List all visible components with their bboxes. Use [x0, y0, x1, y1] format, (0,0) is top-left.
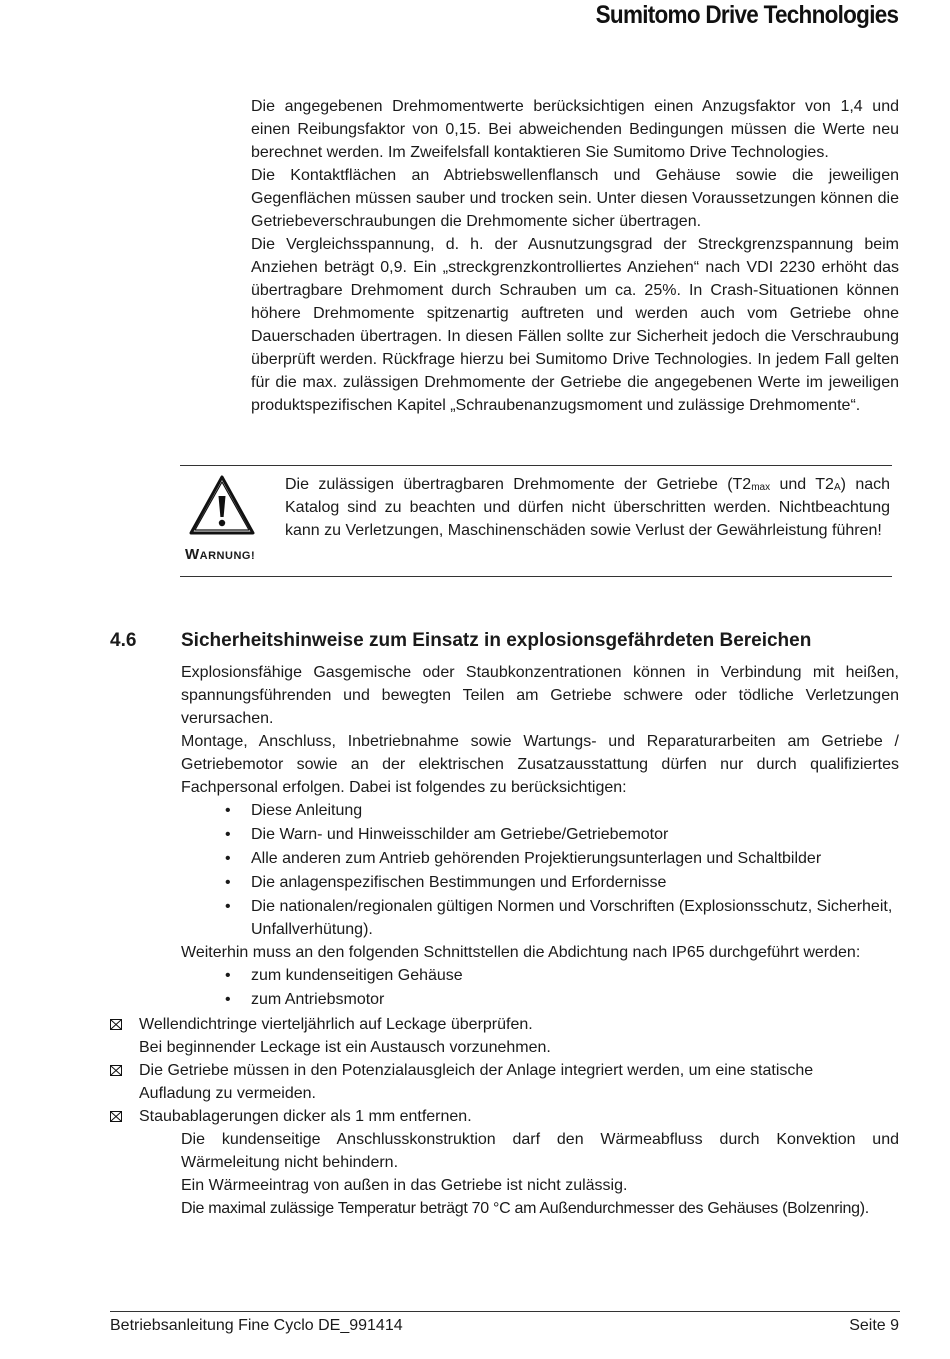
- list-item: • Alle anderen zum Antrieb gehörenden Projektierungsunterlagen und Schaltbilder: [181, 847, 899, 871]
- subscript-a: A: [833, 482, 841, 493]
- paragraph-tightening-factors: Die angegebenen Drehmomentwerte berücksichtigen einen Anzugsfaktor von 1,4 und einen Reibungsfaktor von 0,15. Bei abweichenden Bedingungen müssen die Werte neu berechnet werden. Im Zweifelsfall kontaktieren Sie Sumitomo Drive Technologies.: [251, 98, 899, 161]
- heat-notes: [181, 1128, 899, 1220]
- section-number: 4.6: [110, 630, 137, 651]
- considerations-list: [181, 799, 899, 941]
- company-logo: Sumitomo Drive Technologies: [595, 1, 898, 29]
- paragraph-equivalent-stress: Die Vergleichsspannung, d. h. der Ausnutzungsgrad der Streckgrenzspannung beim Anziehen beträgt 0,9. Ein „streckgrenzkontrolliertes Anziehen“ nach VDI 2230 erhöht das übertragbare Drehmoment durch Schrauben um ca. 25%. In Crash-Situationen können höhere Drehmomente spitzenartig auftreten und werden auch vom Getriebe ohne Dauerschaden übertragen. In diesen Fällen sollte zur Sicherheit jedoch die Verschraubung überprüft werden. Rückfrage hierzu bei Sumitomo Drive Technologies. In jedem Fall gelten für die max. zulässigen Drehmomente der Getriebe die angegebenen Werte im jeweiligen produktspezifischen Kapitel „Schraubenanzugsmoment und zulässige Drehmomente“.: [251, 236, 899, 414]
- paragraph-heat-dissipation: Die kundenseitige Anschlusskonstruktion darf den Wärmeabfluss durch Konvektion und Wärmeleitung nicht behindern.: [181, 1131, 899, 1171]
- paragraph-external-heat: Ein Wärmeeintrag von außen in das Getriebe ist nicht zulässig.: [181, 1177, 628, 1194]
- check-item-text: Die Getriebe müssen in den Potenzialausgleich der Anlage integriert werden, um eine statische Aufladung zu vermeiden.: [139, 1062, 814, 1102]
- list-item: • Diese Anleitung: [181, 799, 899, 823]
- list-item: • zum kundenseitigen Gehäuse: [181, 964, 899, 988]
- paragraph-contact-surfaces: Die Kontaktflächen an Abtriebswellenflansch und Gehäuse sowie die jeweiligen Gegenflächen müssen sauber und trocken sein. Unter diesen Voraussetzungen können die Getriebeverschraubungen die Drehmomente sicher übertragen.: [251, 167, 899, 230]
- list-item: • Die anlagenspezifischen Bestimmungen und Erfordernisse: [181, 871, 899, 895]
- warning-text: Die zulässigen übertragbaren Drehmomente der Getriebe ($T2_{max}$ und $T2_A$) nach Katalog sind zu beachten und dürfen nicht überschritten werden. Nichtbeachtung kann zu Verletzungen, Maschinenschäden sowie Verlust der Gewährleistung führen!: [285, 476, 891, 539]
- paragraph-explosive-mixtures: Explosionsfähige Gasgemische oder Staubkonzentrationen können in Verbindung mit heißen, spannungsführenden und bewegten Teilen am Getriebe schwere oder tödliche Verletzungen verursachen.: [181, 664, 899, 727]
- section-body: [181, 661, 899, 1012]
- paragraph-ip65-sealing: Weiterhin muss an den folgenden Schnittstellen die Abdichtung nach IP65 durchgeführt werden:: [181, 944, 861, 961]
- checkbox-x-icon: [110, 1111, 122, 1122]
- footer-page-number: Seite 9: [849, 1317, 899, 1334]
- check-item-text: Staubablagerungen dicker als 1 mm entfernen.: [139, 1108, 472, 1125]
- paragraph-max-temperature: Die maximal zulässige Temperatur beträgt 70 °C am Außendurchmesser des Gehäuses (Bolzenring).: [181, 1200, 869, 1217]
- paragraph-qualified-personnel: Montage, Anschluss, Inbetriebnahme sowie Wartungs- und Reparaturarbeiten am Getriebe / Getriebemotor sowie an der elektrischen Zusatzausstattung dürfen nur durch qualifiziertes Fachpersonal erfolgen. Dabei ist folgendes zu berücksichtigen:: [181, 733, 899, 796]
- footer-document-title: Betriebsanleitung Fine Cyclo DE_991414: [110, 1317, 403, 1334]
- warning-triangle-icon: [188, 474, 256, 536]
- section-title: Sicherheitshinweise zum Einsatz in explosionsgefährdeten Bereichen: [181, 630, 812, 651]
- warning-top-rule: [180, 465, 892, 466]
- warning-label: WARNUNG!: [185, 546, 256, 563]
- checkbox-x-icon: [110, 1065, 122, 1076]
- list-item: • Die nationalen/regionalen gültigen Normen und Vorschriften (Explosionsschutz, Sicherheit, Unfallverhütung).: [181, 895, 899, 941]
- list-item: • zum Antriebsmotor: [181, 988, 899, 1012]
- footer-rule: [110, 1311, 900, 1312]
- check-item-text: Wellendichtringe vierteljährlich auf Leckage überprüfen. Bei beginnender Leckage ist ein Austausch vorzunehmen.: [139, 1016, 551, 1056]
- checkbox-x-icon: [110, 1019, 122, 1030]
- intro-text: [251, 95, 899, 417]
- warning-bottom-rule: [180, 576, 892, 577]
- subscript-max: max: [751, 482, 771, 493]
- interfaces-list: [181, 964, 899, 1012]
- list-item: • Die Warn- und Hinweisschilder am Getriebe/Getriebemotor: [181, 823, 899, 847]
